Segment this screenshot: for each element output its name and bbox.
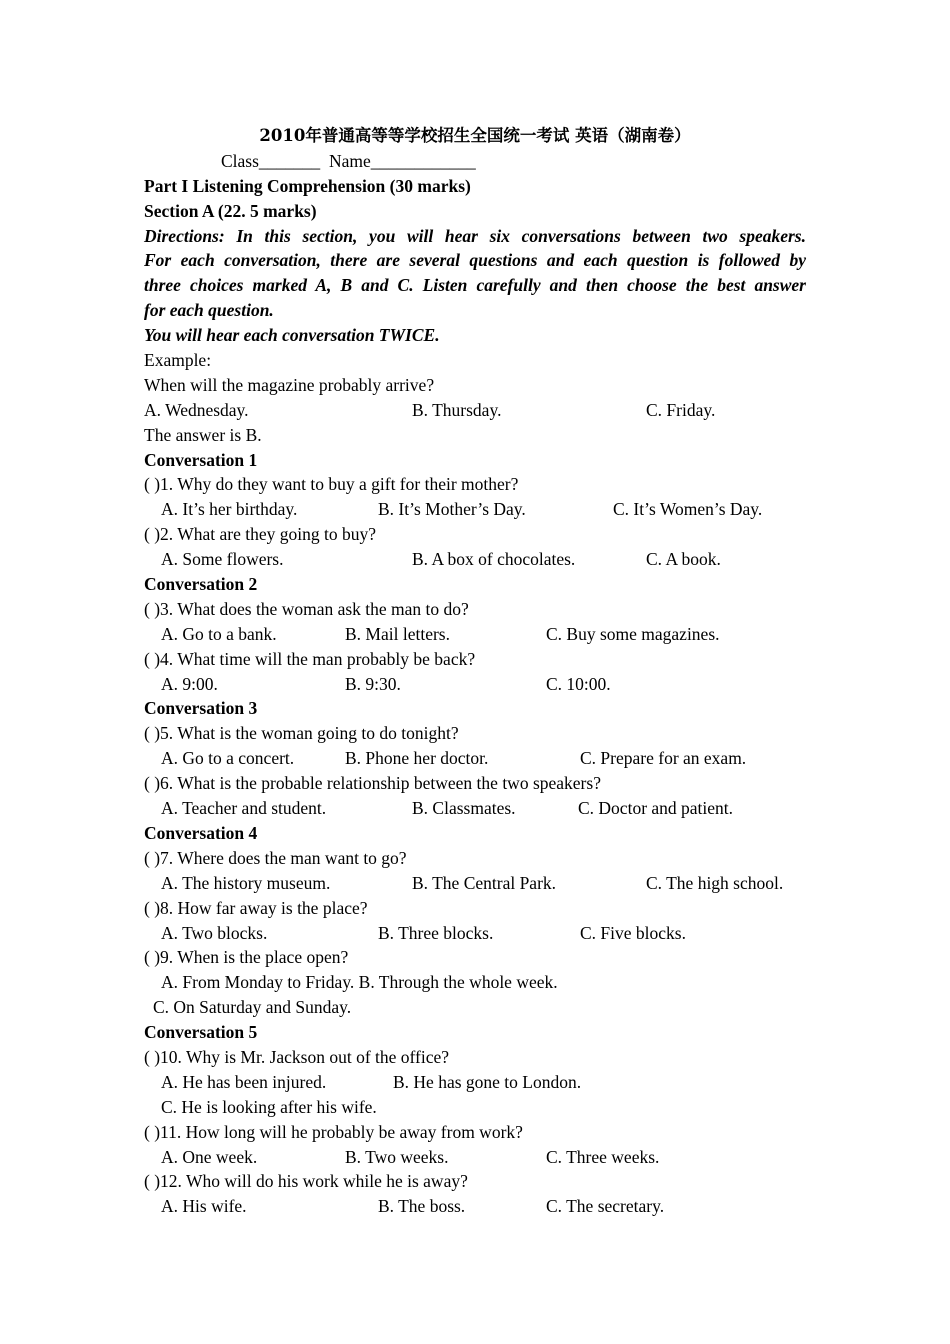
option-b: B. Mail letters. <box>345 623 450 644</box>
option-c: C. A book. <box>646 549 721 570</box>
question-11-options <box>144 1145 806 1170</box>
option-c: C. Doctor and patient. <box>578 798 734 819</box>
conversation-1-heading: Conversation 1 <box>144 449 258 470</box>
option-b: B. The Central Park. <box>412 872 557 893</box>
question-9-options-ab <box>144 970 806 995</box>
question-6-options <box>144 796 806 821</box>
name-label: Name____________ <box>328 150 476 171</box>
question-3-options <box>144 622 806 647</box>
option-b: B. The boss. <box>378 1196 466 1217</box>
question-12: ( )12. Who will do his work while he is away? <box>144 1171 468 1192</box>
option-a: A. Two blocks. <box>161 922 268 943</box>
question-1: ( )1. Why do they want to buy a gift for their mother? <box>144 474 519 495</box>
option-a: A. Go to a bank. <box>161 623 277 644</box>
question-2: ( )2. What are they going to buy? <box>144 524 376 545</box>
question-5-options <box>144 746 806 771</box>
question-9: ( )9. When is the place open? <box>144 947 349 968</box>
option-a: A. One week. <box>161 1146 258 1167</box>
example-options <box>144 398 806 423</box>
example-option-c: C. Friday. <box>646 399 716 420</box>
option-c: C. Five blocks. <box>580 922 686 943</box>
option-c: C. Three weeks. <box>546 1146 660 1167</box>
option-c: C. It’s Women’s Day. <box>613 499 763 520</box>
option-b: B. Three blocks. <box>378 922 494 943</box>
class-name-line <box>144 149 806 174</box>
option-c: C. 10:00. <box>546 673 611 694</box>
question-8: ( )8. How far away is the place? <box>144 897 368 918</box>
option-c: C. Buy some magazines. <box>546 623 720 644</box>
option-c: C. On Saturday and Sunday. <box>153 997 352 1018</box>
option-b: B. 9:30. <box>345 673 401 694</box>
example-question: When will the magazine probably arrive? <box>144 374 435 395</box>
option-a: A. He has been injured. <box>161 1071 327 1092</box>
option-c: C. Prepare for an exam. <box>580 748 747 769</box>
option-a: A. Some flowers. <box>161 549 284 570</box>
conversation-3-heading: Conversation 3 <box>144 698 258 719</box>
option-a: A. Teacher and student. <box>161 798 327 819</box>
option-a: A. The history museum. <box>161 872 331 893</box>
section-heading: Section A (22. 5 marks) <box>144 200 317 221</box>
example-answer: The answer is B. <box>144 424 262 445</box>
conversation-2-heading: Conversation 2 <box>144 574 258 595</box>
question-1-options <box>144 497 806 522</box>
example-option-a: A. Wednesday. <box>144 399 249 420</box>
question-4: ( )4. What time will the man probably be back? <box>144 648 476 669</box>
question-10-options-ab <box>144 1070 806 1095</box>
question-2-options <box>144 547 806 572</box>
question-7: ( )7. Where does the man want to go? <box>144 847 407 868</box>
question-4-options <box>144 672 806 697</box>
example-option-b: B. Thursday. <box>412 399 502 420</box>
conversation-4-heading: Conversation 4 <box>144 822 258 843</box>
option-b: B. Phone her doctor. <box>345 748 489 769</box>
directions-line-3: three choices marked A, B and C. Listen carefully and then choose the best answer <box>144 275 806 296</box>
part-heading: Part I Listening Comprehension (30 marks) <box>144 175 471 196</box>
option-b: B. It’s Mother’s Day. <box>378 499 526 520</box>
directions-line-4: for each question. <box>144 300 274 321</box>
exam-title: 2010年普通高等等学校招生全国统一考试 英语（湖南卷） <box>259 126 691 145</box>
option-a: A. 9:00. <box>161 673 218 694</box>
class-label: Class_______ <box>221 150 321 171</box>
option-a: A. Go to a concert. <box>161 748 295 769</box>
option-b: B. He has gone to London. <box>393 1071 582 1092</box>
directions-line-2: For each conversation, there are several questions and each question is followed by <box>144 250 806 271</box>
question-6: ( )6. What is the probable relationship between the two speakers? <box>144 773 601 794</box>
option-a: A. It’s her birthday. <box>161 499 298 520</box>
option-a: A. His wife. <box>161 1196 247 1217</box>
question-10-options-c <box>144 1095 806 1120</box>
option-c: C. He is looking after his wife. <box>161 1096 377 1117</box>
example-label: Example: <box>144 350 212 371</box>
option-ab: A. From Monday to Friday. B. Through the whole week. <box>161 972 558 993</box>
question-10: ( )10. Why is Mr. Jackson out of the office? <box>144 1046 450 1067</box>
conversation-5-heading: Conversation 5 <box>144 1022 258 1043</box>
question-9-options-c <box>144 995 806 1020</box>
directions-line-1: Directions: In this section, you will hear six conversations between two speakers. <box>144 225 806 246</box>
option-c: C. The secretary. <box>546 1196 665 1217</box>
question-11: ( )11. How long will he probably be away from work? <box>144 1121 523 1142</box>
question-7-options <box>144 871 806 896</box>
option-b: B. Two weeks. <box>345 1146 449 1167</box>
option-c: C. The high school. <box>646 872 784 893</box>
question-3: ( )3. What does the woman ask the man to do? <box>144 598 469 619</box>
option-b: B. A box of chocolates. <box>412 549 576 570</box>
option-b: B. Classmates. <box>412 798 516 819</box>
exam-page <box>144 124 806 1219</box>
question-5: ( )5. What is the woman going to do tonight? <box>144 723 459 744</box>
question-12-options <box>144 1194 806 1219</box>
twice-note: You will hear each conversation TWICE. <box>144 325 440 346</box>
question-8-options <box>144 921 806 946</box>
